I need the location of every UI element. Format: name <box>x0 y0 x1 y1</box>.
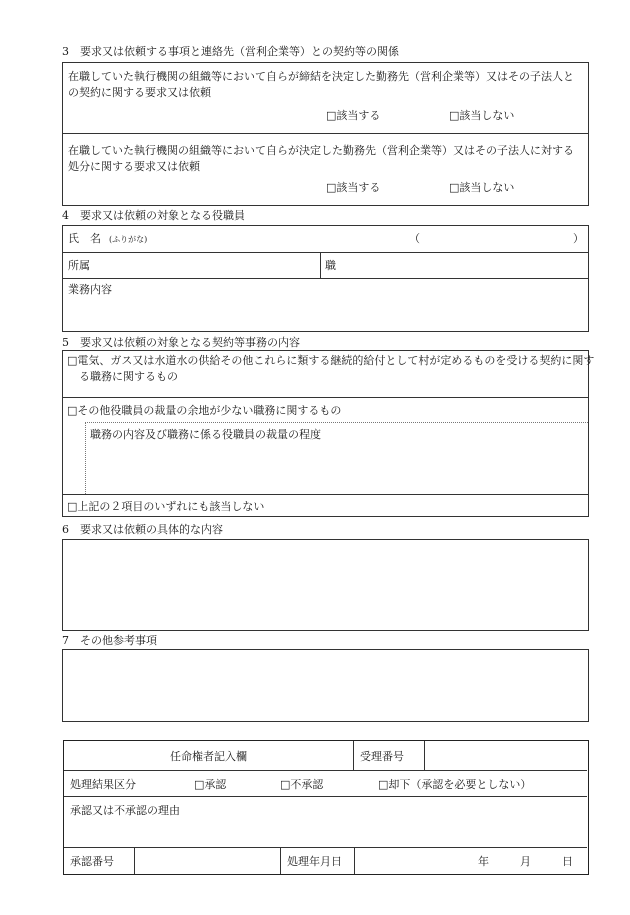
table-divider <box>63 252 588 253</box>
specific-content-field[interactable] <box>62 539 589 631</box>
appointer-table <box>63 740 589 875</box>
position-field[interactable] <box>343 254 583 276</box>
reject-checkbox[interactable]: □不承認 <box>280 778 324 791</box>
furigana-label: (ふりがな) <box>109 235 148 244</box>
approval-number-label: 承認番号 <box>70 855 114 868</box>
table-divider <box>320 252 321 278</box>
affiliation-field[interactable] <box>103 254 313 276</box>
table-divider <box>63 397 588 398</box>
table-divider <box>64 770 587 771</box>
section-3-row-1-text: 在職していた執行機関の組織等において自らが締結を決定した勤務先（営利企業等）又はその子法人との契約に関する要求又は依頼 <box>68 70 574 99</box>
section-4-heading: 4 要求又は依頼の対象となる役職員 <box>62 209 245 222</box>
affiliation-label: 所属 <box>68 259 90 272</box>
name-label: 氏 名 <box>68 232 101 245</box>
processing-date-label: 処理年月日 <box>287 855 342 868</box>
name-field[interactable] <box>158 228 568 250</box>
duties-label: 業務内容 <box>68 283 112 296</box>
section-3-row-divider <box>63 133 588 134</box>
section-4-table <box>62 225 589 332</box>
section-3-row-2-applicable-checkbox[interactable]: □該当する <box>326 181 381 194</box>
section-3-heading: 3 要求又は依頼する事項と連絡先（営利企業等）との契約等の関係 <box>62 45 399 58</box>
dotted-divider <box>85 422 86 494</box>
table-divider <box>63 494 588 495</box>
furigana-paren-open: （ <box>409 232 420 245</box>
reason-label: 承認又は不承認の理由 <box>70 804 180 817</box>
section-3-row-1-applicable-checkbox[interactable]: □該当する <box>326 109 381 122</box>
section-3-row-1-not-applicable-checkbox[interactable]: □該当しない <box>449 109 515 122</box>
dotted-divider <box>85 422 588 423</box>
furigana-paren-close: ） <box>573 232 584 245</box>
reason-field[interactable] <box>70 819 582 845</box>
position-label: 職 <box>325 259 336 272</box>
table-divider <box>64 796 587 797</box>
table-divider <box>354 847 355 874</box>
section-3-table <box>62 62 589 206</box>
year-label: 年 <box>478 855 489 868</box>
section-7-heading: 7 その他参考事項 <box>62 634 157 647</box>
result-category-label: 処理結果区分 <box>70 778 136 791</box>
dismiss-checkbox[interactable]: □却下（承認を必要としない） <box>378 778 532 791</box>
month-label: 月 <box>520 855 531 868</box>
day-label: 日 <box>562 855 573 868</box>
discretion-detail-label: 職務の内容及び職務に係る役職員の裁量の程度 <box>90 428 321 441</box>
receipt-number-field[interactable] <box>428 743 583 768</box>
duties-field[interactable] <box>67 298 583 328</box>
other-notes-field[interactable] <box>62 649 589 722</box>
section-3-row-2-not-applicable-checkbox[interactable]: □該当しない <box>449 181 515 194</box>
section-5-heading: 5 要求又は依頼の対象となる契約等事務の内容 <box>62 336 300 349</box>
approve-checkbox[interactable]: □承認 <box>194 778 227 791</box>
section-5-table <box>62 350 595 517</box>
discretion-detail-field[interactable] <box>89 443 583 491</box>
none-applicable-checkbox[interactable]: □上記の２項目のいずれにも該当しない <box>67 500 265 513</box>
low-discretion-checkbox[interactable]: □その他役職員の裁量の余地が少ない職務に関するもの <box>67 404 342 417</box>
table-divider <box>424 741 425 770</box>
table-divider <box>280 847 281 874</box>
table-divider <box>134 847 135 874</box>
contract-utility-checkbox[interactable]: □電気、ガス又は水道水の供給その他これらに類する継続的給付として村が定めるものを受ける契約に関する職務に関するもの <box>67 354 595 383</box>
appointer-label: 任命権者記入欄 <box>170 750 247 763</box>
processing-date-field[interactable] <box>357 849 583 872</box>
table-divider <box>64 847 587 848</box>
approval-number-field[interactable] <box>137 849 277 872</box>
section-6-heading: 6 要求又は依頼の具体的な内容 <box>62 523 223 536</box>
section-3-row-2-text: 在職していた執行機関の組織等において自らが決定した勤務先（営利企業等）又はその子法人に対する処分に関する要求又は依頼 <box>68 144 574 173</box>
receipt-number-label: 受理番号 <box>360 750 404 763</box>
table-divider <box>63 278 588 279</box>
table-divider <box>353 741 354 770</box>
